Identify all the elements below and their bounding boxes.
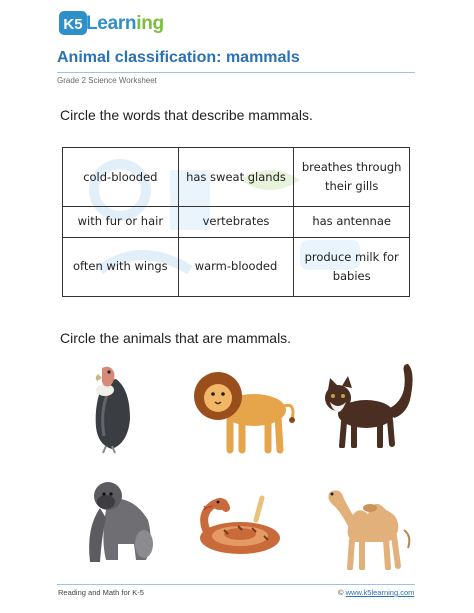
descriptor-table: [62, 147, 410, 297]
table-row: [63, 237, 410, 296]
table-row: [63, 207, 410, 237]
svg-text:K5: K5: [63, 16, 83, 33]
question-2: Circle the animals that are mammals.: [60, 330, 292, 346]
lion-icon[interactable]: [190, 364, 296, 456]
footer-tagline: Reading and Math for K-5: [58, 588, 144, 597]
question-1: Circle the words that describe mammals.: [60, 107, 313, 123]
rattlesnake-icon[interactable]: [194, 490, 286, 560]
header-divider: [57, 72, 415, 73]
camel-icon[interactable]: [322, 484, 416, 570]
k5-badge-icon: [58, 10, 88, 36]
table-cell[interactable]: warm-blooded: [178, 237, 294, 296]
table-cell[interactable]: has sweat glands: [178, 148, 294, 207]
table-cell[interactable]: has antennae: [294, 207, 410, 237]
page-title: Animal classification: mammals: [57, 49, 300, 66]
vulture-icon[interactable]: [78, 362, 140, 454]
footer-link[interactable]: www.k5learning.com: [345, 588, 415, 597]
table-cell[interactable]: with fur or hair: [63, 207, 179, 237]
k5-learning-logo: [58, 8, 164, 38]
table-cell[interactable]: cold-blooded: [63, 148, 179, 207]
footer-copyright: © www.k5learning.com: [338, 588, 415, 597]
table-cell[interactable]: breathes through their gills: [294, 148, 410, 207]
footer-divider: [57, 584, 415, 585]
gorilla-icon[interactable]: [78, 478, 156, 566]
table-row: [63, 148, 410, 207]
page-subtitle: Grade 2 Science Worksheet: [57, 76, 157, 85]
table-cell[interactable]: often with wings: [63, 237, 179, 296]
cat-icon[interactable]: [320, 362, 414, 448]
table-cell[interactable]: produce milk for babies: [294, 237, 410, 296]
logo-wordmark: Learning: [86, 13, 164, 34]
table-cell[interactable]: vertebrates: [178, 207, 294, 237]
